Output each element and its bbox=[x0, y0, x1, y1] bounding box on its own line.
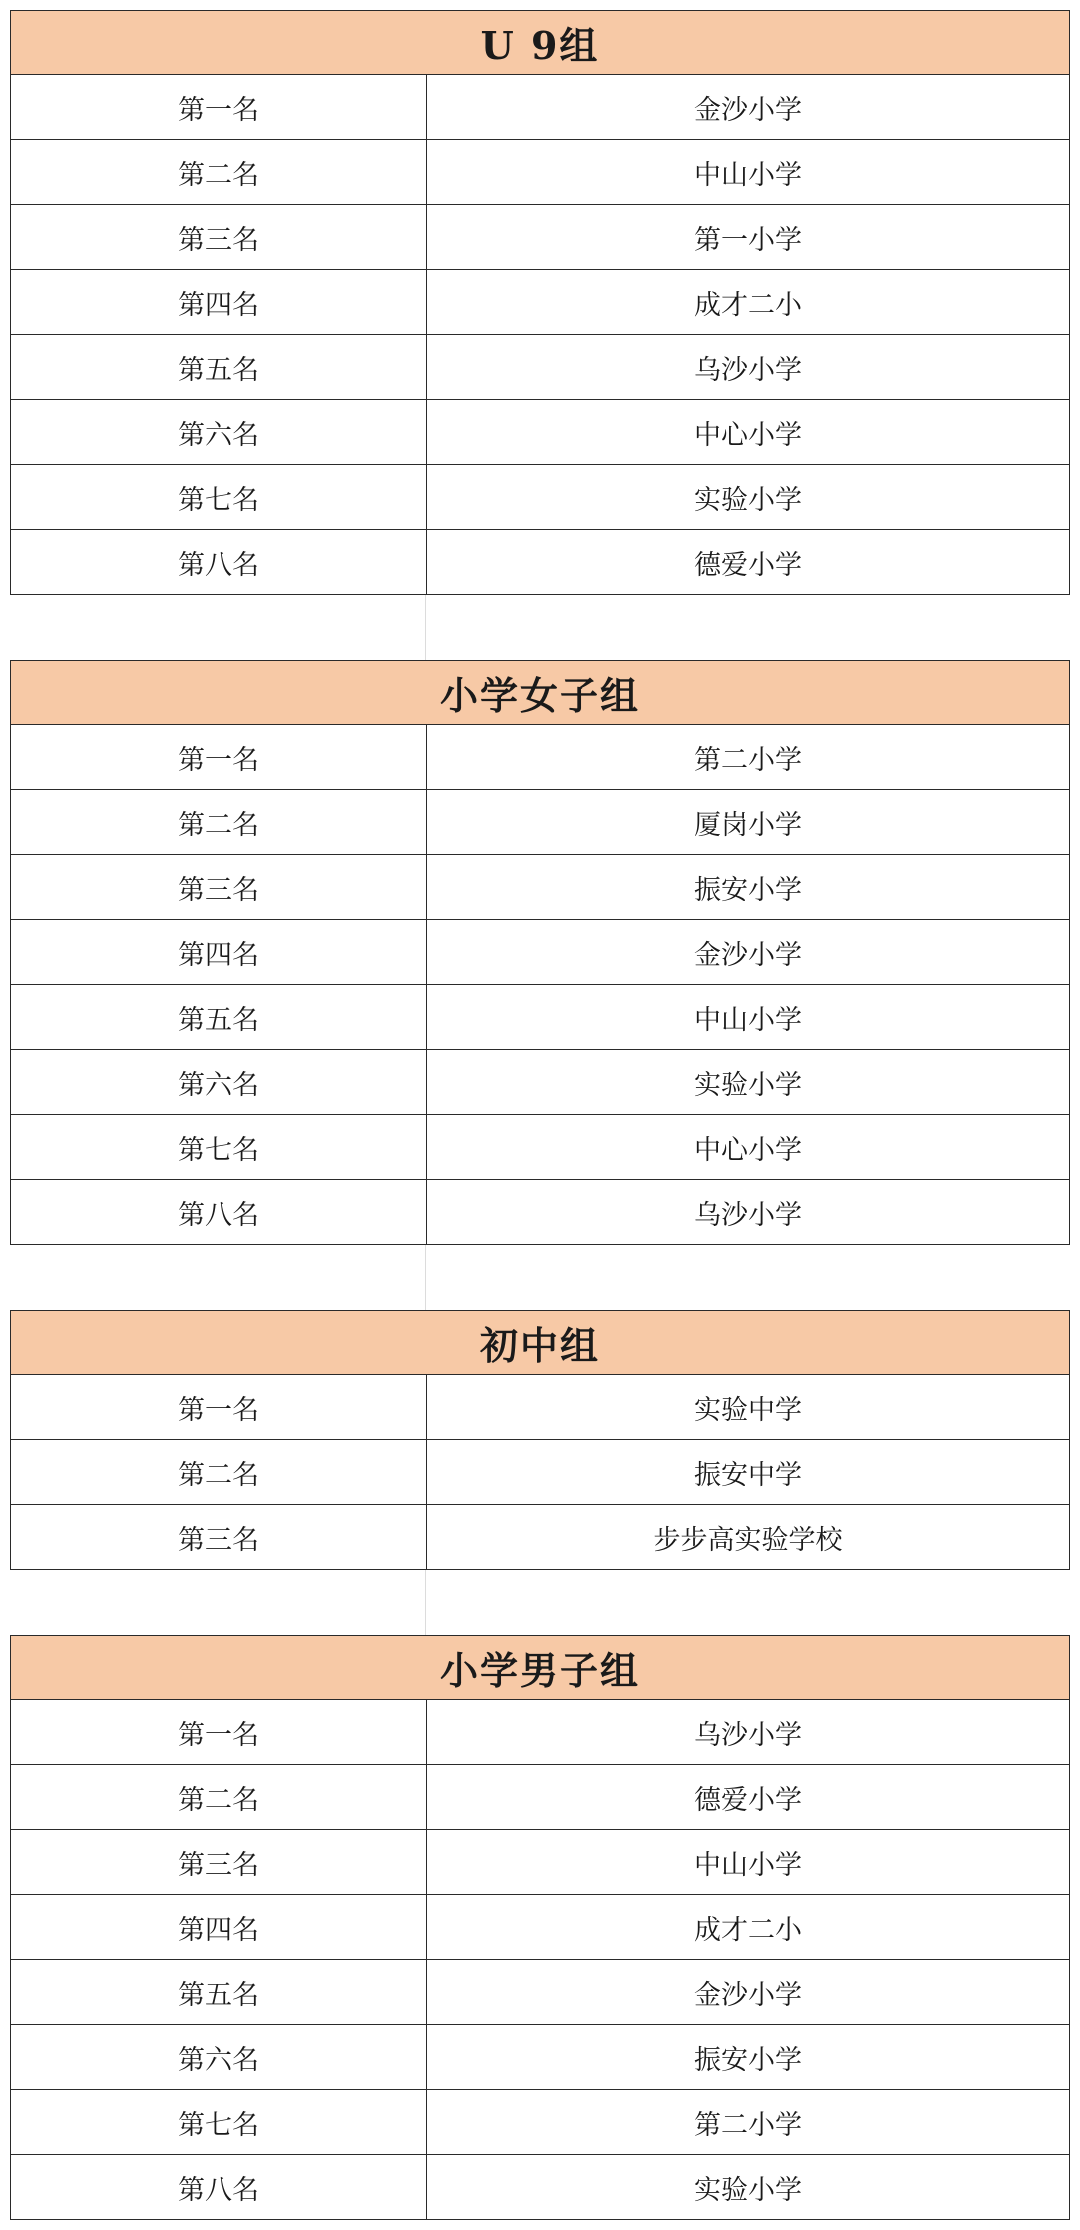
school-cell: 乌沙小学 bbox=[694, 1199, 802, 1231]
table-row bbox=[10, 920, 1070, 985]
section-title: 小学男子组 bbox=[10, 1635, 1070, 1700]
rank-cell: 第四名 bbox=[11, 1895, 427, 1959]
table-row bbox=[10, 75, 1070, 140]
rank-cell: 第六名 bbox=[11, 400, 427, 464]
table-row bbox=[10, 855, 1070, 920]
table-row bbox=[10, 1375, 1070, 1440]
rank-cell: 第六名 bbox=[11, 1050, 427, 1114]
school-cell: 成才二小 bbox=[694, 1914, 802, 1946]
rank-cell: 第八名 bbox=[11, 2155, 427, 2219]
table-row bbox=[10, 1050, 1070, 1115]
spacer-cell bbox=[10, 1245, 426, 1310]
section-spacer bbox=[10, 1570, 1070, 1635]
school-cell: 厦岗小学 bbox=[694, 809, 802, 841]
school-cell: 德爱小学 bbox=[694, 1784, 802, 1816]
rank-cell: 第二名 bbox=[11, 140, 427, 204]
rank-cell: 第五名 bbox=[11, 1960, 427, 2024]
rank-cell: 第二名 bbox=[11, 790, 427, 854]
table-row bbox=[10, 725, 1070, 790]
table-row bbox=[10, 2025, 1070, 2090]
school-cell: 第二小学 bbox=[694, 2109, 802, 2141]
section-title: 初中组 bbox=[10, 1310, 1070, 1375]
school-cell: 金沙小学 bbox=[694, 1979, 802, 2011]
school-cell: 金沙小学 bbox=[694, 94, 802, 126]
table-row bbox=[10, 1765, 1070, 1830]
school-cell: 德爱小学 bbox=[694, 549, 802, 581]
table-row bbox=[10, 1115, 1070, 1180]
rank-cell: 第六名 bbox=[11, 2025, 427, 2089]
table-row bbox=[10, 985, 1070, 1050]
spacer-cell bbox=[426, 1245, 1070, 1310]
rank-cell: 第三名 bbox=[11, 855, 427, 919]
table-row bbox=[10, 205, 1070, 270]
spacer-cell bbox=[10, 1570, 426, 1635]
rank-cell: 第二名 bbox=[11, 1765, 427, 1829]
school-cell: 中心小学 bbox=[694, 1134, 802, 1166]
section-title: U 9组 bbox=[10, 10, 1070, 75]
table-row bbox=[10, 270, 1070, 335]
school-cell: 中山小学 bbox=[694, 1004, 802, 1036]
table-row bbox=[10, 2090, 1070, 2155]
table-row bbox=[10, 2155, 1070, 2220]
school-cell: 第一小学 bbox=[694, 224, 802, 256]
school-cell: 振安小学 bbox=[694, 874, 802, 906]
rank-cell: 第三名 bbox=[11, 1830, 427, 1894]
rank-cell: 第七名 bbox=[11, 465, 427, 529]
school-cell: 振安小学 bbox=[694, 2044, 802, 2076]
table-row bbox=[10, 790, 1070, 855]
table-row bbox=[10, 1180, 1070, 1245]
table-row bbox=[10, 400, 1070, 465]
school-cell: 成才二小 bbox=[694, 289, 802, 321]
rank-cell: 第一名 bbox=[11, 725, 427, 789]
rank-cell: 第八名 bbox=[11, 1180, 427, 1244]
school-cell: 实验中学 bbox=[694, 1394, 802, 1426]
school-cell: 实验小学 bbox=[694, 2174, 802, 2206]
section-title: 小学女子组 bbox=[10, 660, 1070, 725]
rank-cell: 第一名 bbox=[11, 1375, 427, 1439]
school-cell: 乌沙小学 bbox=[694, 354, 802, 386]
rank-cell: 第一名 bbox=[11, 75, 427, 139]
table-row bbox=[10, 1440, 1070, 1505]
rank-cell: 第五名 bbox=[11, 985, 427, 1049]
rank-cell: 第七名 bbox=[11, 1115, 427, 1179]
school-cell: 实验小学 bbox=[694, 484, 802, 516]
table-row bbox=[10, 1895, 1070, 1960]
spacer-cell bbox=[426, 595, 1070, 660]
table-row bbox=[10, 335, 1070, 400]
table-row bbox=[10, 530, 1070, 595]
school-cell: 乌沙小学 bbox=[694, 1719, 802, 1751]
table-row bbox=[10, 465, 1070, 530]
school-cell: 振安中学 bbox=[694, 1459, 802, 1491]
table-row bbox=[10, 1700, 1070, 1765]
school-cell: 步步高实验学校 bbox=[653, 1524, 843, 1556]
rank-cell: 第三名 bbox=[11, 205, 427, 269]
rank-cell: 第一名 bbox=[11, 1700, 427, 1764]
rankings-sheet bbox=[10, 10, 1070, 2220]
rank-cell: 第三名 bbox=[11, 1505, 427, 1569]
school-cell: 实验小学 bbox=[694, 1069, 802, 1101]
rank-cell: 第四名 bbox=[11, 920, 427, 984]
school-cell: 第二小学 bbox=[694, 744, 802, 776]
table-row bbox=[10, 1830, 1070, 1895]
rank-cell: 第七名 bbox=[11, 2090, 427, 2154]
rank-cell: 第五名 bbox=[11, 335, 427, 399]
rank-cell: 第八名 bbox=[11, 530, 427, 594]
rank-cell: 第四名 bbox=[11, 270, 427, 334]
table-row bbox=[10, 140, 1070, 205]
section-spacer bbox=[10, 595, 1070, 660]
section-spacer bbox=[10, 1245, 1070, 1310]
table-row bbox=[10, 1960, 1070, 2025]
spacer-cell bbox=[10, 595, 426, 660]
school-cell: 中山小学 bbox=[694, 1849, 802, 1881]
school-cell: 金沙小学 bbox=[694, 939, 802, 971]
table-row bbox=[10, 1505, 1070, 1570]
spacer-cell bbox=[426, 1570, 1070, 1635]
rank-cell: 第二名 bbox=[11, 1440, 427, 1504]
school-cell: 中山小学 bbox=[694, 159, 802, 191]
school-cell: 中心小学 bbox=[694, 419, 802, 451]
